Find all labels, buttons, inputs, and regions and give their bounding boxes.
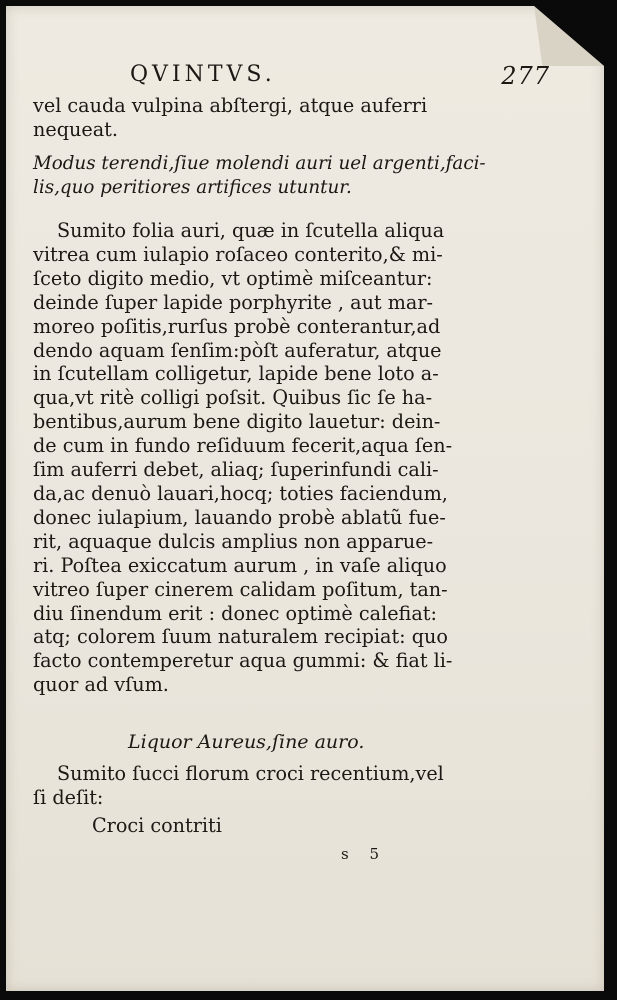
- running-title: QVINTVS.: [130, 62, 276, 87]
- signature-mark: s 5: [341, 845, 388, 863]
- text-line: Sumito ſucci florum croci recentium,vel: [57, 762, 444, 785]
- text-line: ſceto digito medio, vt optimè miſceantur:: [33, 266, 433, 290]
- text-line: de cum in fundo reſiduum fecerit,aqua ſen-: [33, 434, 453, 458]
- text-line: quor ad vſum.: [33, 673, 169, 697]
- text-line: vitreo ſuper cinerem calidam poſitum, tan-: [33, 577, 448, 601]
- heading-line: Modus terendi,ſiue molendi auri uel argenti,faci-: [33, 153, 486, 174]
- continuation-text: [33, 94, 427, 142]
- body-paragraph: [33, 219, 452, 697]
- text-line: diu ſinendum erit : donec optimè calefiat:: [33, 601, 437, 625]
- text-line: moreo poſitis,rurſus probè conterantur,ad: [33, 314, 441, 338]
- running-header: [130, 62, 550, 90]
- section-heading: [33, 152, 486, 199]
- text-line: vel cauda vulpina abſtergi, atque auferri: [33, 94, 428, 117]
- text-line: ſim auferri debet, aliaq; ſuperinfundi cali-: [33, 458, 439, 482]
- ingredient-line: Croci contriti: [92, 814, 222, 837]
- text-line: vitrea cum iulapio roſaceo conterito,& mi-: [33, 242, 443, 266]
- text-line: in ſcutellam colligetur, lapide bene loto a-: [33, 362, 439, 386]
- text-line: deinde ſuper lapide porphyrite , aut mar-: [33, 290, 434, 314]
- heading-line: lis,quo peritiores artifices utuntur.: [33, 176, 352, 198]
- text-line: facto contemperetur aqua gummi: & fiat li-: [33, 649, 453, 673]
- text-line: qua,vt ritè colligi poſsit. Quibus ſic ſe ha-: [33, 386, 433, 410]
- recipe-heading: Liquor Aureus,ſine auro.: [128, 731, 365, 753]
- text-line: ſi deſit:: [33, 785, 104, 809]
- text-line: donec iulapium, lauando probè ablatũ fue-: [33, 505, 446, 529]
- text-line: rit, aquaque dulcis amplius non apparue-: [33, 529, 434, 553]
- text-line: da,ac denuò lauari,hocq; toties faciendum,: [33, 481, 448, 505]
- text-line: ri. Poſtea exiccatum aurum , in vaſe aliquo: [33, 553, 447, 577]
- text-line: Sumito folia auri, quæ in ſcutella aliqua: [57, 219, 445, 242]
- text-line: bentibus,aurum bene digito lauetur: dein-: [33, 410, 441, 434]
- text-line: dendo aquam ſenſim:pòſt auferatur, atque: [33, 338, 442, 362]
- text-line: nequeat.: [33, 117, 118, 141]
- text-line: atq; colorem ſuum naturalem recipiat: quo: [33, 625, 448, 649]
- recipe-paragraph: [33, 762, 444, 810]
- page-number: 277: [501, 62, 550, 90]
